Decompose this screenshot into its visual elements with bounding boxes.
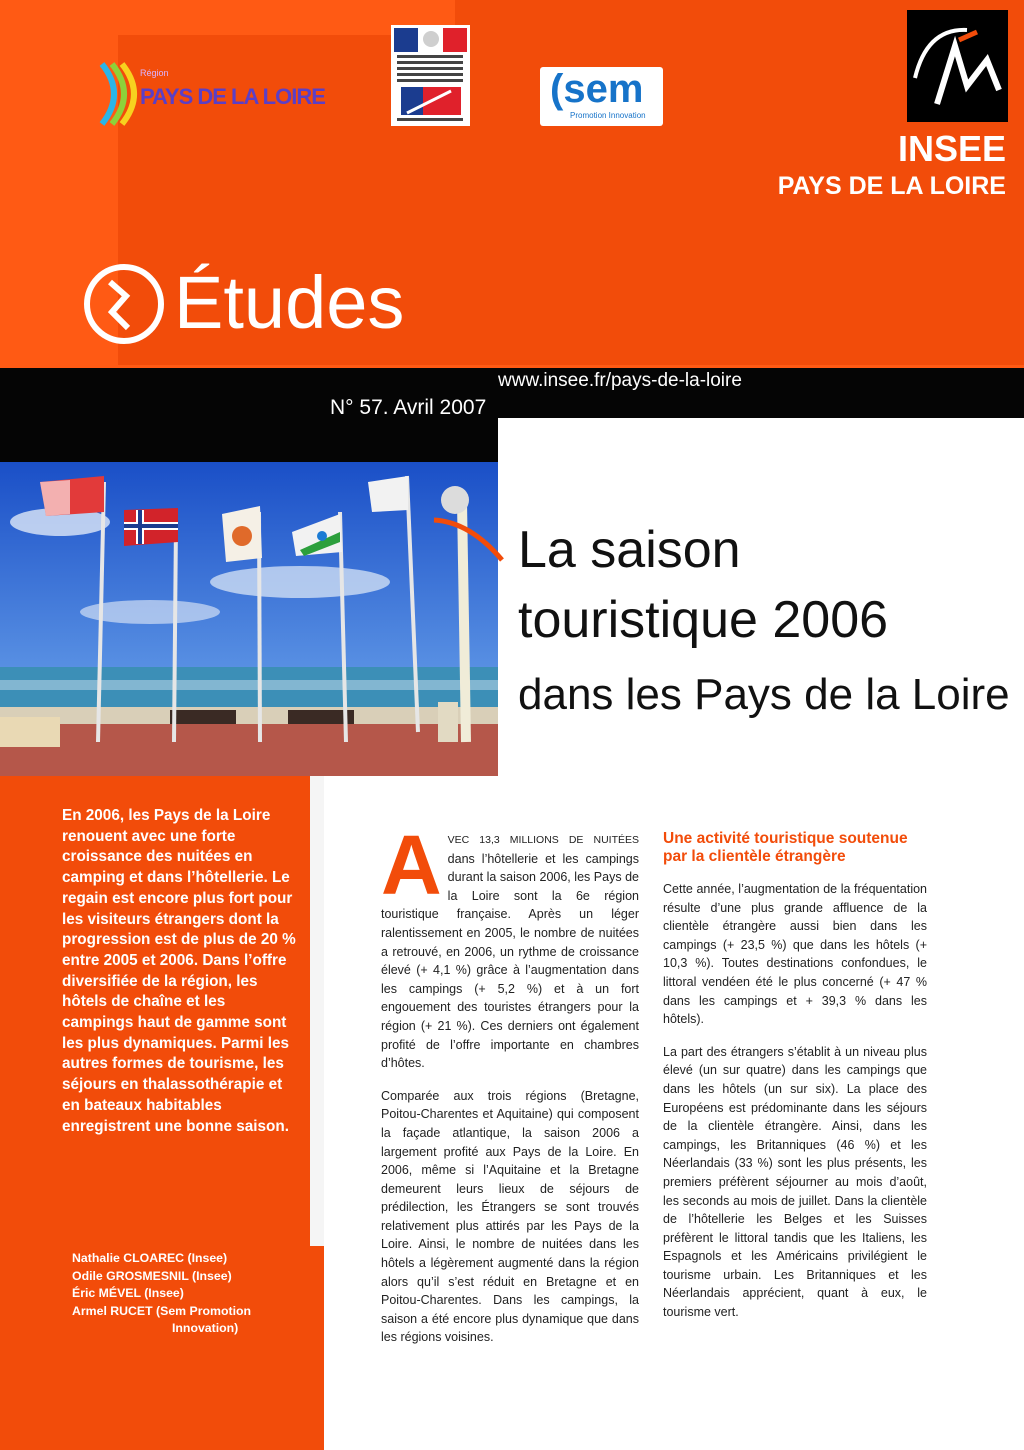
paragraph: La part des étrangers s’établit à un niveau plus élevé (un sur quatre) dans les campings que dans les hôtels (un sur six). La place des Européens est prédominante dans les séjours de la clientèle étrangère. Ainsi, dans les campings, les Britanniques (46 %) et les Néerlandais (33 %) sont les plus présents, les premiers préfèrent séjourner au mois d’août, les seconds au mois de juillet. Dans la clientèle de l’hôtellerie les Belges et les Suisses préfèrent le littoral tandis que les Italiens, les Espagnols et les Américains privilégient le tourisme urbain. Les Britanniques et les Néerlandais apprécient, quant à eux, le tourisme vert. (663, 1044, 927, 1320)
republique-francaise-logo (391, 25, 470, 126)
section-title: Une activité touristique soutenue par la clientèle étrangère (663, 830, 908, 865)
paragraph: Comparée aux trois régions (Bretagne, Poitou-Charentes et Aquitaine) qui composent la façade atlantique, la saison 2006 a largement profité aux Pays de la Loire. En 2006, même si l’Aquitaine et la Bretagne demeurent leurs lieux de séjours de prédilection, les Étrangers se sont trouvés relativement plus attirés par les Pays de la Loire. Ainsi, le nombre de nuitées dans les hôtels a légèrement augmenté dans la région alors qu’il s’est réduit en Bretagne et en Poitou-Charentes. Dans les campings, la saison a été encore plus dynamique que dans les régions voisines. (381, 1088, 639, 1345)
region-logo-label: Région (140, 68, 169, 78)
summary-column-edge (310, 776, 324, 1246)
region-logo (98, 60, 323, 128)
author: Éric MÉVEL (Insee) (72, 1286, 184, 1300)
paragraph (381, 818, 639, 1073)
sem-logo-text: (sem (550, 67, 644, 111)
headline-accent-icon (430, 510, 510, 570)
region-logo-icon (98, 60, 138, 128)
series-title-text: Études (174, 261, 405, 344)
author: Odile GROSMESNIL (Insee) (72, 1268, 232, 1283)
issue-band-left (0, 418, 498, 462)
author: Armel RUCET (Sem Promotion (72, 1303, 252, 1318)
authors (72, 1250, 282, 1338)
headline (518, 515, 1018, 735)
paragraph: Cette année, l’augmentation de la fréquentation résulte d’une plus grande affluence de la clientèle étrangère aussi bien dans les campings (+ 23,5 %) que dans les hôtels (+ 10,3 %). Toutes destinations confondues, le littoral vendéen été le plus concerné (+ 47 % dans les campings et + 39,3 % dans les hôtels). (663, 882, 927, 1027)
article-column-2 (663, 830, 927, 1336)
etudes-circle-icon (82, 262, 166, 346)
author: Nathalie CLOAREC (Insee) (72, 1251, 228, 1265)
article-column-1 (381, 818, 639, 1361)
headline-line-3: dans les Pays de la Loire (518, 670, 1010, 719)
headline-line-1: La saison (518, 521, 741, 579)
paragraph-text: dans l’hôtellerie et les campings durant la saison 2006, les Pays de la Loire sont la 6e région touristique française. Après un léger ralentissement en 2005, le nombre de nuitées a retrouvé, en 2006, un rythme de croissance élevé (+ 4,1 %) grâce à l’augmentation dans les campings (+ 5,2 %) et à un fort engouement des touristes étrangers pour la région (+ 21 %). Ces derniers ont également profité de l’offre importante en chambres d’hôtes. (381, 851, 639, 1071)
marianne-icon (391, 25, 470, 126)
insee-title-block (760, 128, 1024, 218)
author-continued: Innovation) (172, 1321, 239, 1335)
insee-emblem-icon (907, 10, 1008, 122)
drop-cap: A (381, 818, 442, 912)
website-link[interactable]: www.insee.fr/pays-de-la-loire (498, 370, 742, 391)
issue-number: N° 57. Avril 2007 (330, 396, 487, 419)
cover-photo (0, 462, 498, 776)
paragraph-lead: VEC 13,3 MILLIONS DE NUITÉES (447, 834, 639, 846)
insee-subtitle: PAYS DE LA LOIRE (777, 172, 1006, 200)
flags-seafront-photo (0, 462, 498, 776)
series-title (82, 258, 442, 348)
insee-title: INSEE (897, 128, 1006, 169)
headline-line-2: touristique 2006 (518, 591, 889, 649)
summary-text: En 2006, les Pays de la Loire renouent avec une forte croissance des nuitées en camping et dans l’hôtellerie. Le regain est encore plus fort pour les visiteurs étrangers dont la progression est de plus de 20 % entre 2005 et 2006. Dans l’offre diversifiée de la région, les hôtels de chaîne et les campings haut de gamme sont les plus dynamiques. Parmi les autres formes de tourisme, les séjours en thalassothérapie et en bateaux habitables enregistrent une bonne saison. (62, 807, 296, 1135)
region-logo-name: PAYS DE LA LOIRE (140, 84, 325, 109)
sem-logo-tagline: Promotion Innovation (570, 111, 646, 120)
insee-logo (907, 10, 1008, 122)
sem-logo (540, 67, 663, 126)
